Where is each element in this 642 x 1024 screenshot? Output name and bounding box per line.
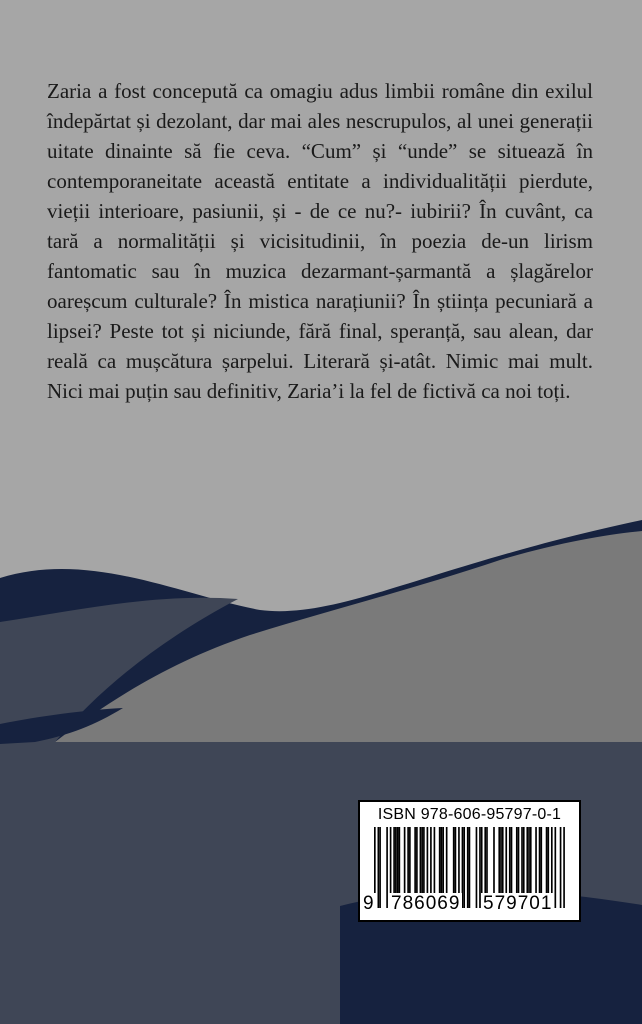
barcode-bar (563, 827, 565, 908)
barcode-bar (469, 827, 471, 908)
barcode-bar (467, 827, 469, 908)
barcode-bar (463, 827, 465, 908)
barcode-digit-lead: 9 (363, 893, 375, 914)
barcode-bar (560, 827, 562, 908)
barcode-bar (379, 827, 381, 908)
isbn-label: ISBN 978-606-95797-0-1 (377, 806, 562, 823)
barcode-digit-group-right: 579701 (483, 893, 553, 914)
barcode-bar (378, 827, 380, 908)
barcode-bar (476, 827, 478, 908)
back-cover-blurb: Zaria a fost concepută ca omagiu adus limbii române din exilul îndepărtat și dezolant, dar mai ales nescrupulos, al unei generații uitate dinainte să fie ceva. “Cum” și “unde” se situează în contemporaneitate această entitate a individualității pierdute, vieții interioare, pasiunii, și - de ce nu?- iubirii? În cuvânt, ca tară a normalității și vicisitudinii, în poezia de-un lirism fantomatic sau în muzica dezarmant-șarmantă a șlagărelor oareșcum culturale? În mistica narațiunii? În știința pecuniară a lipsei? Peste tot și niciunde, fără final, speranță, sau alean, dar reală ca mușcătura șarpelui. Literară și-atât. Nimic mai mult. Nici mai puțin sau definitiv, Zaria’i la fel de fictivă ca noi toți. (47, 79, 593, 403)
barcode-bar (386, 827, 388, 908)
isbn-barcode (358, 800, 581, 922)
barcode-bar (554, 827, 556, 908)
barcode-digit-group-left: 786069 (391, 893, 461, 914)
